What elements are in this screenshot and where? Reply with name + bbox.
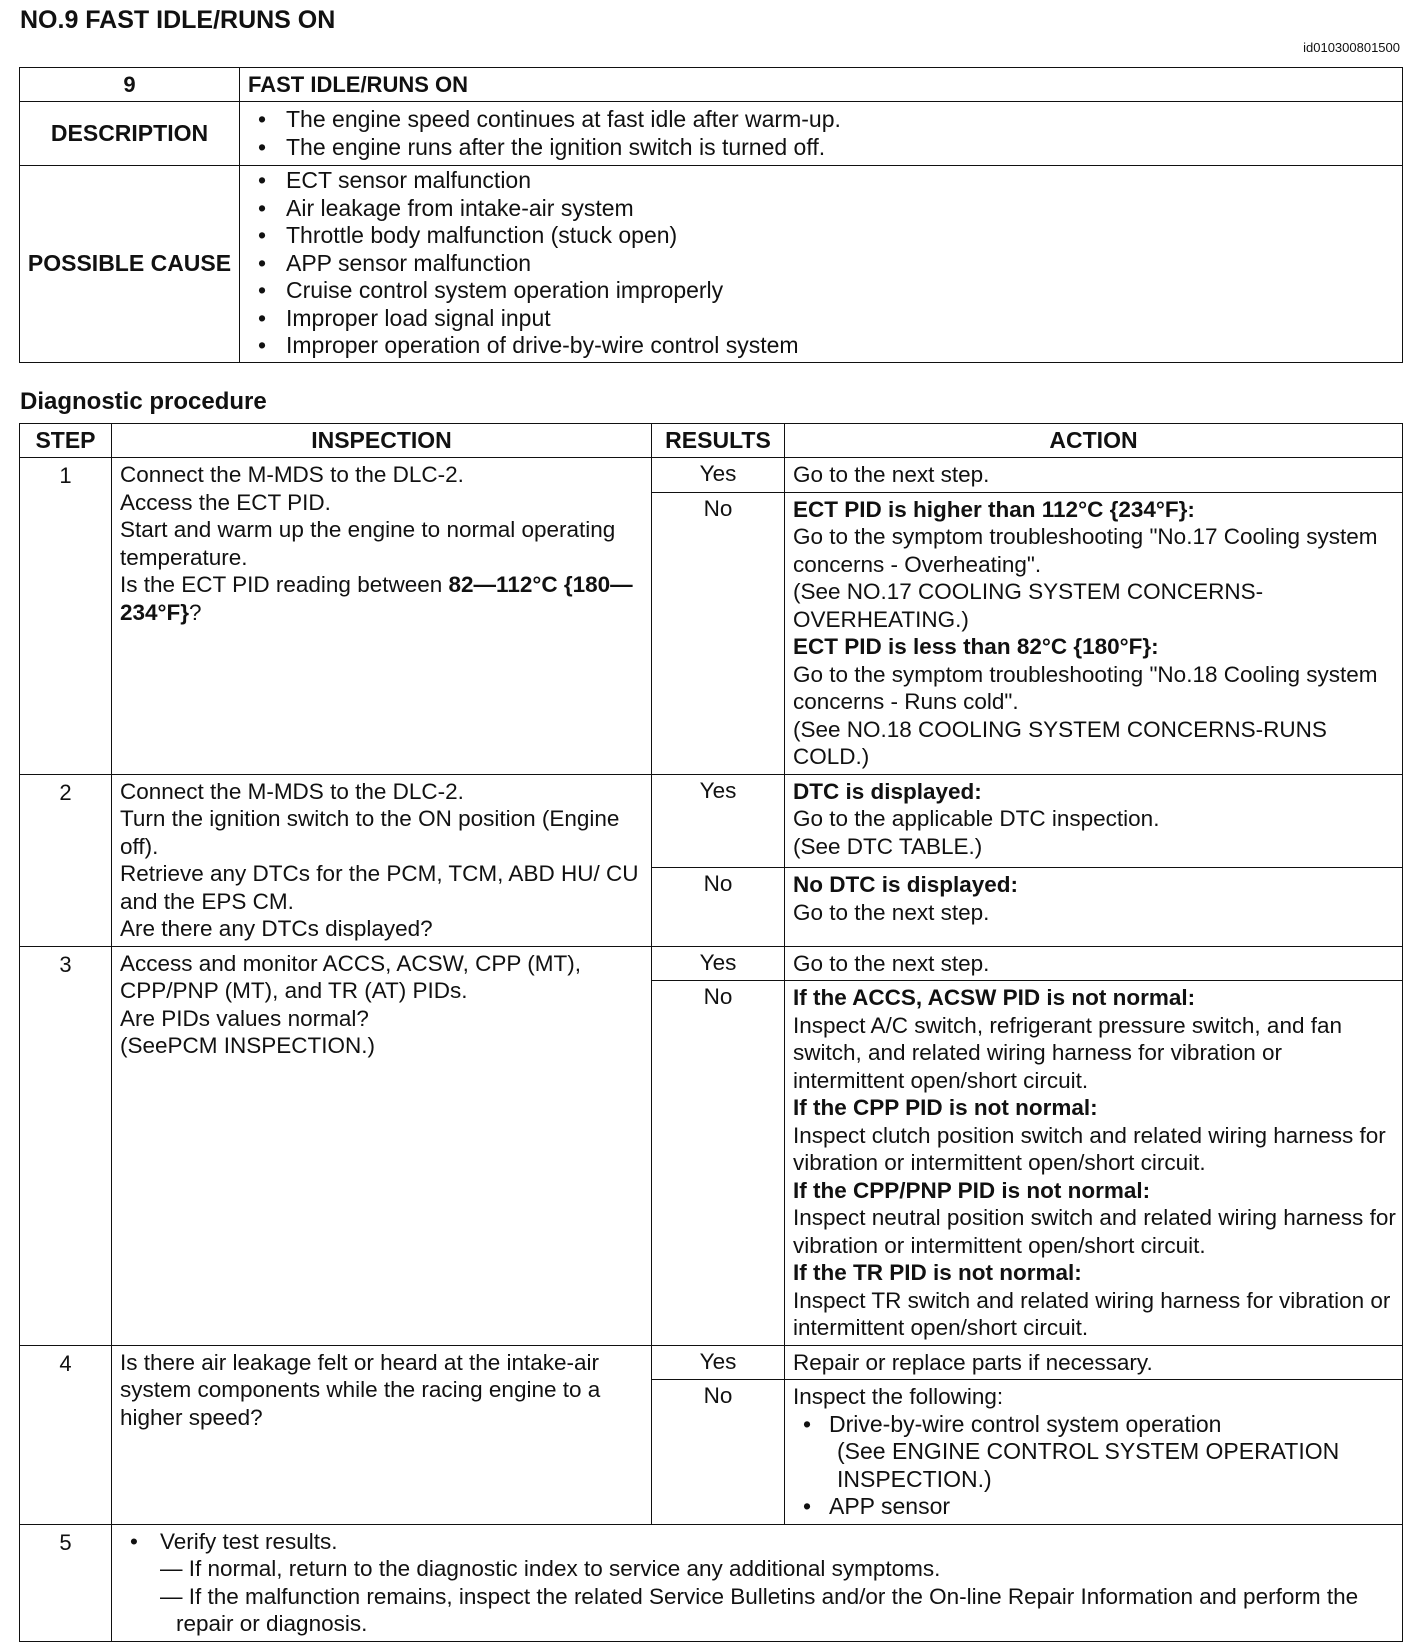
header-inspection: INSPECTION [112,424,652,458]
cause-row [20,166,1403,363]
result-yes: Yes [652,946,785,981]
symptom-table [19,67,1403,363]
procedure-table [19,423,1403,1642]
step-1-yes-action: Go to the next step. [785,458,1403,493]
step-1-yes-row [20,458,1403,493]
check-item: • Drive-by-wire control system operation (See ENGINE CONTROL SYSTEM OPERATION INSPECTION.) [793,1411,1396,1494]
cause-item: • ECT sensor malfunction [240,167,1402,195]
step-number: 2 [20,774,112,946]
cause-list [240,167,1402,360]
cause-label: POSSIBLE CAUSE [20,166,240,363]
step-2-yes-row [20,774,1403,868]
cause-item: • Throttle body malfunction (stuck open) [240,222,1402,250]
step-4-no-action: Inspect the following: • Drive-by-wire control system operation (See ENGINE CONTROL SYSTEM OPERATION INSPECTION.) • APP sensor [785,1380,1403,1525]
cause-item: • APP sensor malfunction [240,250,1402,278]
header-action: ACTION [785,424,1403,458]
cause-cell [240,166,1403,363]
cause-item: • Air leakage from intake-air system [240,195,1402,223]
step-3-yes-action: Go to the next step. [785,946,1403,981]
result-no: No [652,868,785,946]
step-2-yes-action: DTC is displayed: Go to the applicable DTC inspection. (See DTC TABLE.) [785,774,1403,868]
step-2-no-action: No DTC is displayed: Go to the next step. [785,868,1403,946]
step-number: 1 [20,458,112,775]
description-cell [240,102,1403,166]
description-row [20,102,1403,166]
description-item: • The engine runs after the ignition switch is turned off. [240,134,1402,162]
verify-bullet: • Verify test results. [126,1528,1394,1556]
verify-line: — If the malfunction remains, inspect the related Service Bulletins and/or the On-line Repair Information and perform the repair or diagnosis. [160,1583,1359,1636]
result-no: No [652,492,785,774]
result-yes: Yes [652,774,785,868]
procedure-header-row [20,424,1403,458]
step-4-inspection: Is there air leakage felt or heard at the intake-air system components while the racing engine to a higher speed? [112,1345,652,1524]
step-1-no-action: ECT PID is higher than 112°C {234°F}: Go to the symptom troubleshooting "No.17 Cooling system concerns - Overheating". (See NO.17 COOLING SYSTEM CONCERNS-OVERHEATING.) ECT PID is less than 82°C {180°F}: Go to the symptom troubleshooting "No.18 Cooling system concerns - Runs cold". (See NO.18 COOLING SYSTEM CONCERNS-RUNS COLD.) [785,492,1403,774]
step-number: 5 [20,1524,112,1641]
symptom-header-row [20,68,1403,102]
step-4-yes-row [20,1345,1403,1380]
step-number: 3 [20,946,112,1345]
header-step: STEP [20,424,112,458]
cause-item: • Improper operation of drive-by-wire control system [240,332,1402,360]
document-id: id010300801500 [1303,40,1400,55]
symptom-number: 9 [20,68,240,102]
description-item: • The engine speed continues at fast idle after warm-up. [240,106,1402,134]
step-4-yes-action: Repair or replace parts if necessary. [785,1345,1403,1380]
step-1-inspection: Connect the M-MDS to the DLC-2. Access the ECT PID. Start and warm up the engine to normal operating temperature. Is the ECT PID reading between 82—112°C {180—234°F}? [112,458,652,775]
step-3-inspection: Access and monitor ACCS, ACSW, CPP (MT), CPP/PNP (MT), and TR (AT) PIDs. Are PIDs values normal? (SeePCM INSPECTION.) [112,946,652,1345]
step-number: 4 [20,1345,112,1524]
step-2-inspection: Connect the M-MDS to the DLC-2. Turn the ignition switch to the ON position (Engine off). Retrieve any DTCs for the PCM, TCM, ABD HU/ CU and the EPS CM. Are there any DTCs displayed? [112,774,652,946]
cause-item: • Cruise control system operation improperly [240,277,1402,305]
step-3-no-action: If the ACCS, ACSW PID is not normal: Inspect A/C switch, refrigerant pressure switch, and fan switch, and related wiring harness for vibration or intermittent open/short circuit. If the CPP PID is not normal: Inspect clutch position switch and related wiring harness for vibration or intermittent open/short circuit. If the CPP/PNP PID is not normal: Inspect neutral position switch and related wiring harness for vibration or intermittent open/short circuit. If the TR PID is not normal: Inspect TR switch and related wiring harness for vibration or intermittent open/short circuit. [785,981,1403,1346]
page-title: NO.9 FAST IDLE/RUNS ON [20,6,336,34]
description-list [240,106,1402,161]
step-4-check-list [793,1411,1396,1521]
result-yes: Yes [652,458,785,493]
description-label: DESCRIPTION [20,102,240,166]
procedure-title: Diagnostic procedure [20,388,267,415]
result-yes: Yes [652,1345,785,1380]
check-item: • APP sensor [793,1493,1396,1521]
symptom-name: FAST IDLE/RUNS ON [240,68,1403,102]
cause-item: • Improper load signal input [240,305,1402,333]
result-no: No [652,1380,785,1525]
header-results: RESULTS [652,424,785,458]
verify-line: — If normal, return to the diagnostic index to service any additional symptoms. [160,1556,941,1581]
result-no: No [652,981,785,1346]
step-5-verification [112,1524,1403,1641]
step-3-yes-row [20,946,1403,981]
step-5-row [20,1524,1403,1641]
